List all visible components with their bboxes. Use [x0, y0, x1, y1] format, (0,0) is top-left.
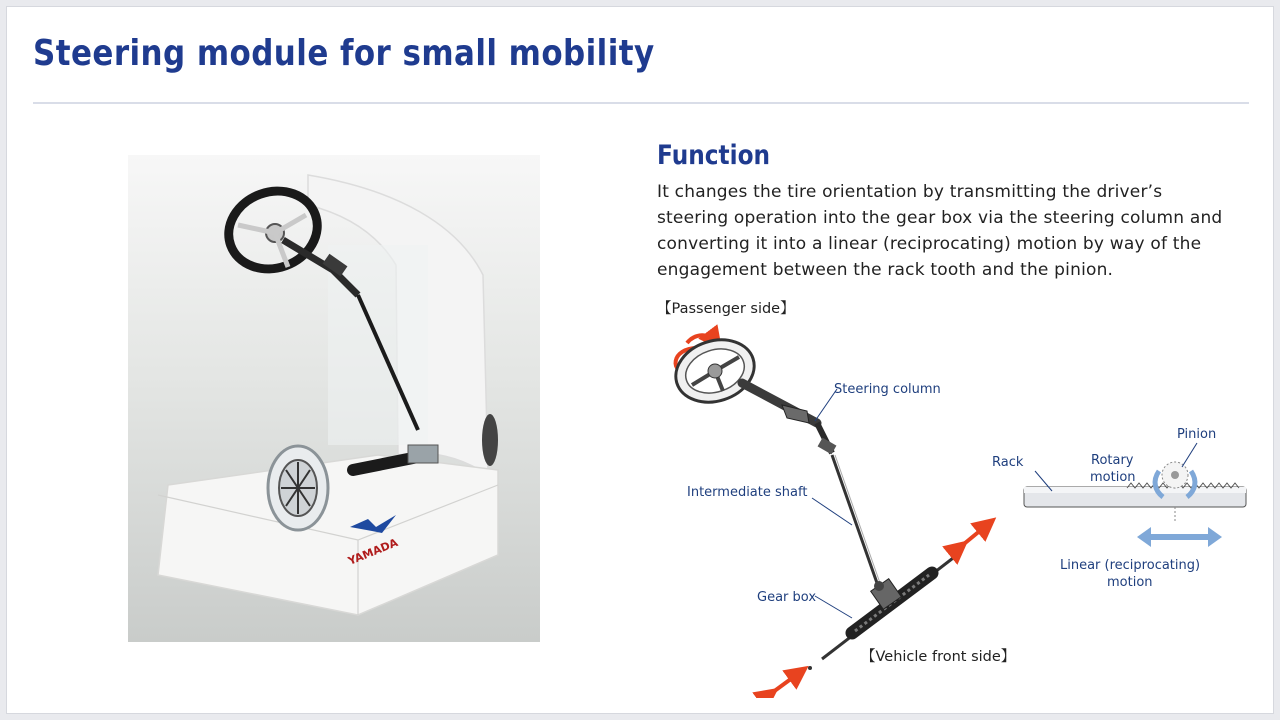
product-photo: [128, 155, 540, 642]
function-description: It changes the tire orientation by transmitting the driver’s steering operation into the gear box via the steering column and converting it into a linear (reciprocating) motion by way of the engagement between the rack tooth and the pinion.: [657, 182, 1223, 280]
rotary-motion-label-1: Rotary: [1091, 453, 1134, 468]
intermediate-shaft-label: Intermediate shaft: [687, 485, 808, 500]
linear-arrow-lower-icon: [769, 673, 799, 695]
steering-module-illustration: [128, 155, 540, 642]
vehicle-front-side-label: 【Vehicle front side】: [861, 649, 1016, 665]
passenger-side-label: 【Passenger side】: [657, 301, 795, 317]
steering-diagram: [647, 293, 1267, 698]
page-title: Steering module for small mobility: [33, 33, 655, 74]
linear-motion-label-1: Linear (reciprocating): [1060, 558, 1201, 573]
intermediate-shaft-drawing: [832, 455, 877, 583]
linear-arrow-upper-icon: [959, 525, 987, 548]
rotary-motion-label-2: motion: [1090, 470, 1136, 485]
steering-column-drawing: [742, 383, 836, 454]
gear-box-label: Gear box: [757, 590, 817, 605]
pinion-label: Pinion: [1177, 427, 1217, 442]
rack-label: Rack: [992, 455, 1024, 470]
slide: [6, 6, 1274, 714]
steering-wheel-drawing: [668, 330, 763, 412]
function-heading: Function: [657, 140, 771, 171]
linear-motion-label-2: motion: [1107, 575, 1153, 590]
steering-column-label: Steering column: [834, 382, 941, 397]
title-divider: [33, 102, 1249, 104]
svg-text:YAMADA: YAMADA: [346, 536, 400, 568]
